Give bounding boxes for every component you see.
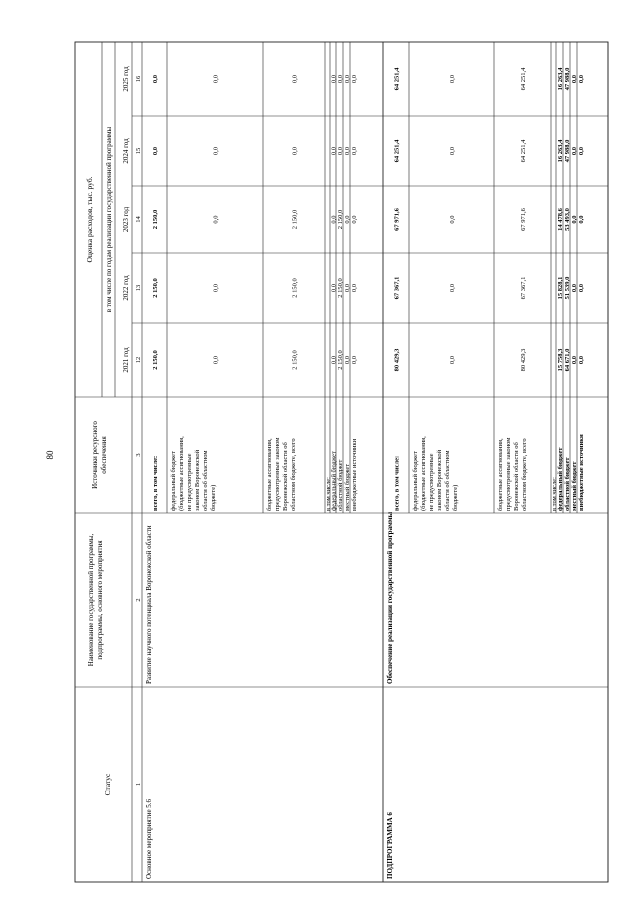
block-name-0: Развитие научного потенциала Воронежской области <box>145 525 153 684</box>
row-value-0-4-0: 0,0 <box>330 355 338 365</box>
row-value-0-1-1: 0,0 <box>212 283 220 293</box>
row-value-0-1-0: 0,0 <box>212 355 220 365</box>
column-number-13: 13 <box>135 284 142 292</box>
row-source-0-3: в том числе: <box>325 477 332 511</box>
row-value-0-2-3: 0,0 <box>291 146 299 156</box>
row-value-1-1-1: 0,0 <box>449 283 456 293</box>
row-source-0-4: федеральный бюджет <box>330 451 338 511</box>
row-value-0-4-1: 0,0 <box>330 283 338 293</box>
row-value-1-4-4: 16 263,4 <box>557 67 564 91</box>
header-year-1: 2022 год <box>122 275 130 301</box>
row-value-0-0-3: 0,0 <box>152 146 159 156</box>
row-source-0-5: областной бюджет <box>337 459 344 511</box>
block-name-1: Обеспечение реализации государственной программы <box>386 511 394 684</box>
row-value-1-5-3: 47 988,0 <box>564 139 571 163</box>
row-value-0-5-2: 2 150,0 <box>337 209 344 230</box>
row-source-1-5: областной бюджет <box>564 457 571 511</box>
row-value-1-1-0: 0,0 <box>449 355 456 365</box>
row-value-0-5-4: 0,0 <box>337 74 344 84</box>
column-number-14: 14 <box>135 216 142 223</box>
header-name: Наименование государственной программы,подпрограммы, основного мероприятия <box>87 533 104 667</box>
row-source-0-1: федеральный бюджет(бюджетные ассигнования,не предусмотренныезаконом Воронежскойобласти об областномбюджете) <box>170 436 217 511</box>
row-source-1-1: федеральный бюджет(бюджетные ассигнования,не предусмотренныезаконом Воронежскойобласти об областномбюджете) <box>412 436 459 511</box>
row-value-0-0-2: 2 150,0 <box>152 209 159 230</box>
row-value-1-5-4: 47 988,0 <box>564 67 571 91</box>
row-value-0-5-3: 0,0 <box>337 146 344 156</box>
row-value-0-2-2: 2 150,0 <box>291 209 299 230</box>
row-value-1-0-0: 80 429,3 <box>393 348 401 372</box>
row-value-1-4-0: 15 758,3 <box>557 348 564 372</box>
row-value-0-0-1: 2 150,0 <box>152 278 159 298</box>
row-value-1-5-2: 53 493,0 <box>564 208 571 231</box>
row-source-1-6: местный бюджет <box>571 461 578 511</box>
row-source-1-7: внебюджетные источники <box>578 434 585 511</box>
row-value-0-4-3: 0,0 <box>330 146 338 156</box>
row-source-0-7: внебюджетные источники <box>351 438 358 511</box>
row-value-0-0-4: 0,0 <box>152 74 159 84</box>
row-value-1-5-1: 51 539,0 <box>564 276 571 300</box>
row-value-1-2-0: 80 429,3 <box>520 348 527 372</box>
row-value-1-5-0: 64 671,0 <box>564 348 571 372</box>
header-status: Статус <box>103 773 112 796</box>
row-value-1-0-3: 64 251,4 <box>393 139 401 163</box>
row-value-0-5-1: 2 150,0 <box>337 278 344 298</box>
row-value-1-4-1: 15 828,1 <box>557 276 564 300</box>
row-value-0-6-0: 0,0 <box>344 355 351 365</box>
block-status-1: ПОДПРОГРАММА 6 <box>386 812 394 879</box>
row-value-0-4-4: 0,0 <box>330 74 338 84</box>
row-value-0-6-2: 0,0 <box>344 215 351 224</box>
row-source-0-0: всего, в том числе: <box>152 455 159 511</box>
row-value-1-4-3: 16 263,4 <box>557 139 564 163</box>
row-value-1-0-4: 64 251,4 <box>393 67 401 91</box>
row-value-0-7-2: 0,0 <box>351 215 358 224</box>
header-estimate: Оценка расходов, тыс. руб. <box>85 176 94 263</box>
column-number-3: 3 <box>135 453 142 457</box>
row-value-0-6-4: 0,0 <box>344 74 351 84</box>
row-source-0-6: местный бюджет <box>344 463 351 511</box>
row-value-0-7-0: 0,0 <box>351 355 358 365</box>
row-value-1-7-1: 0,0 <box>578 283 585 293</box>
row-value-1-6-0: 0,0 <box>571 355 578 365</box>
row-source-1-4: федеральный бюджет <box>557 447 564 511</box>
row-source-0-2: бюджетные ассигнования,предусмотренные закономВоронежской области обобластном бюджете, всего <box>266 437 297 511</box>
header-year-4: 2025 год <box>122 66 130 92</box>
column-number-1: 1 <box>135 782 142 787</box>
row-value-0-2-0: 2 150,0 <box>291 350 299 370</box>
row-value-1-6-1: 0,0 <box>571 283 578 293</box>
row-value-0-5-0: 2 150,0 <box>337 350 344 370</box>
row-value-0-7-1: 0,0 <box>351 283 358 293</box>
row-value-1-6-3: 0,0 <box>571 146 578 156</box>
row-value-1-7-3: 0,0 <box>578 146 585 156</box>
row-value-1-7-2: 0,0 <box>578 215 585 224</box>
block-status-0: Основное мероприятие 5.6 <box>145 798 153 879</box>
row-value-1-0-2: 67 971,6 <box>393 208 401 231</box>
row-value-0-4-2: 0,0 <box>330 215 338 224</box>
row-value-0-2-1: 2 150,0 <box>291 278 299 298</box>
row-value-1-1-3: 0,0 <box>449 146 456 156</box>
row-value-0-0-0: 2 150,0 <box>152 350 159 370</box>
row-value-1-2-1: 67 367,1 <box>520 276 527 300</box>
row-value-0-1-2: 0,0 <box>212 215 220 224</box>
row-value-1-1-4: 0,0 <box>449 74 456 84</box>
column-number-16: 16 <box>135 75 142 83</box>
row-value-0-2-4: 0,0 <box>291 74 299 84</box>
row-value-0-6-1: 0,0 <box>344 283 351 293</box>
column-number-2: 2 <box>135 598 142 602</box>
row-value-1-2-3: 64 251,4 <box>520 139 527 163</box>
row-value-1-0-1: 67 367,1 <box>393 276 401 300</box>
row-value-1-2-4: 64 251,4 <box>520 67 527 91</box>
page-number: 80 <box>45 450 55 460</box>
row-source-1-2: бюджетные ассигнования,предусмотренные закономВоронежской области обобластном бюджете, всего <box>497 437 528 511</box>
row-source-1-0: всего, в том числе: <box>393 455 401 511</box>
row-value-0-6-3: 0,0 <box>344 146 351 156</box>
row-value-1-4-2: 14 478,6 <box>557 208 564 231</box>
row-source-1-3: в том числе: <box>551 477 558 511</box>
row-value-1-6-2: 0,0 <box>571 215 578 224</box>
header-source: Источники ресурсногообеспечения <box>91 421 108 489</box>
row-value-1-6-4: 0,0 <box>571 74 578 84</box>
header-by-years: в том числе по годам реализации государственной программы <box>105 126 113 313</box>
row-value-0-1-3: 0,0 <box>212 146 220 156</box>
row-value-1-1-2: 0,0 <box>449 215 456 224</box>
header-year-3: 2024 год <box>122 138 130 164</box>
row-value-0-7-4: 0,0 <box>351 74 358 84</box>
row-value-1-7-4: 0,0 <box>578 74 585 84</box>
row-value-0-1-4: 0,0 <box>212 74 220 84</box>
header-year-2: 2023 год <box>122 206 130 233</box>
column-number-15: 15 <box>135 147 142 155</box>
header-year-0: 2021 год <box>122 347 130 373</box>
row-value-1-7-0: 0,0 <box>578 355 585 365</box>
column-number-12: 12 <box>135 356 142 364</box>
row-value-0-7-3: 0,0 <box>351 146 358 156</box>
row-value-1-2-2: 67 971,6 <box>520 208 527 231</box>
